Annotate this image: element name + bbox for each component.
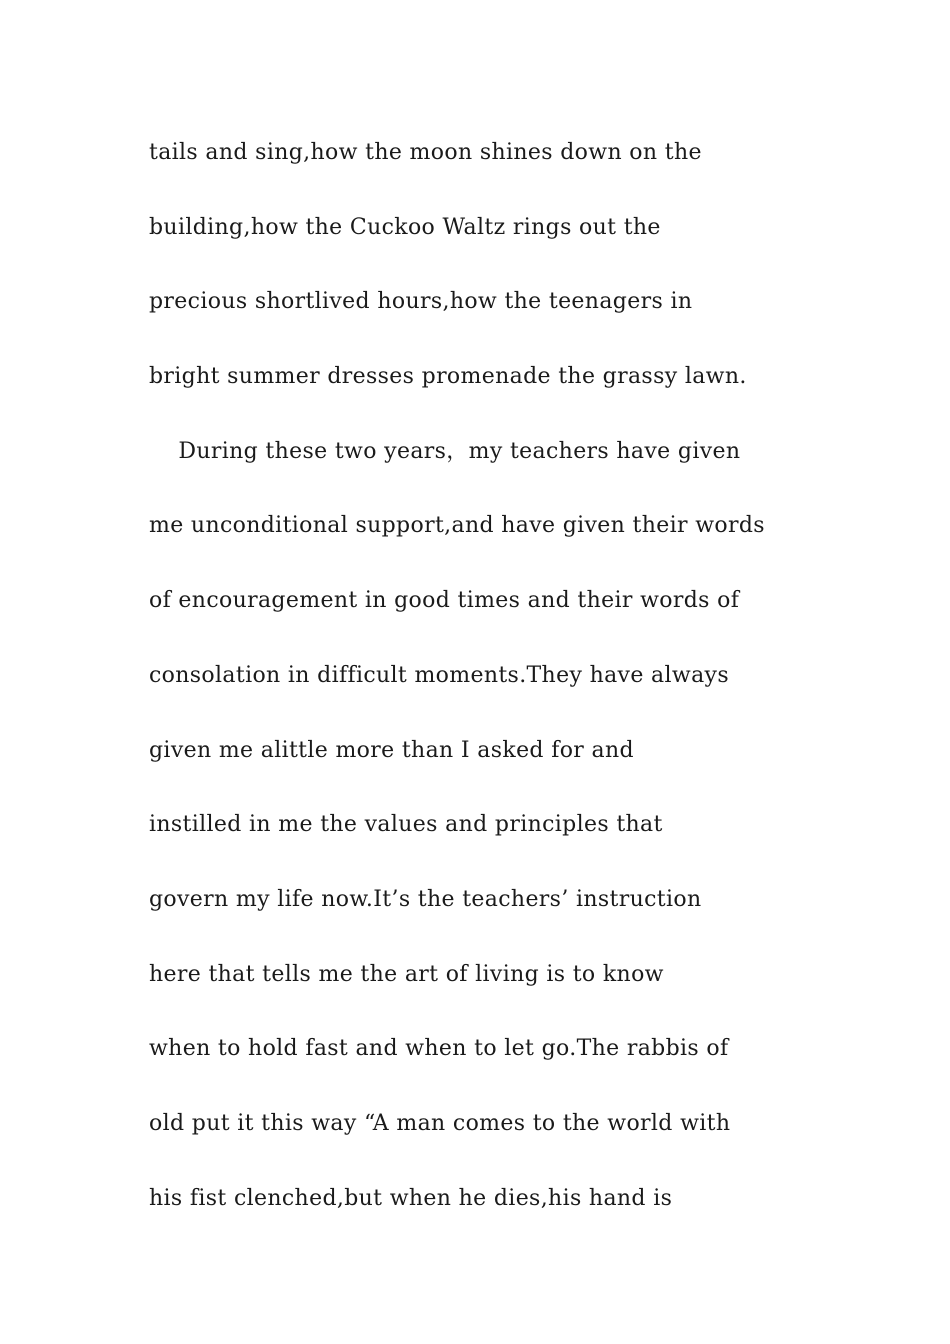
text-line: bright summer dresses promenade the grassy lawn.	[149, 364, 747, 390]
text-line: govern my life now.It’s the teachers’ instruction	[149, 886, 702, 912]
text-line: here that tells me the art of living is to know	[149, 961, 664, 987]
text-line: instilled in me the values and principles that	[149, 812, 663, 838]
text-line: his fist clenched,but when he dies,his hand is	[149, 1185, 673, 1211]
text-line: of encouragement in good times and their words of	[149, 588, 740, 614]
text-line: me unconditional support,and have given their words	[149, 513, 765, 539]
text-line: when to hold fast and when to let go.The rabbis of	[149, 1036, 729, 1062]
text-line: tails and sing,how the moon shines down on the	[149, 140, 702, 165]
body-text	[149, 131, 819, 1251]
text-line: old put it this way “A man comes to the world with	[149, 1110, 731, 1136]
text-line: building,how the Cuckoo Waltz rings out the	[149, 214, 661, 240]
text-line: given me alittle more than I asked for and	[149, 737, 634, 763]
text-line: consolation in difficult moments.They have always	[149, 662, 729, 688]
paragraph-start-line: During these two years，my teachers have given	[149, 438, 741, 464]
text-line: precious shortlived hours,how the teenagers in	[149, 289, 693, 315]
